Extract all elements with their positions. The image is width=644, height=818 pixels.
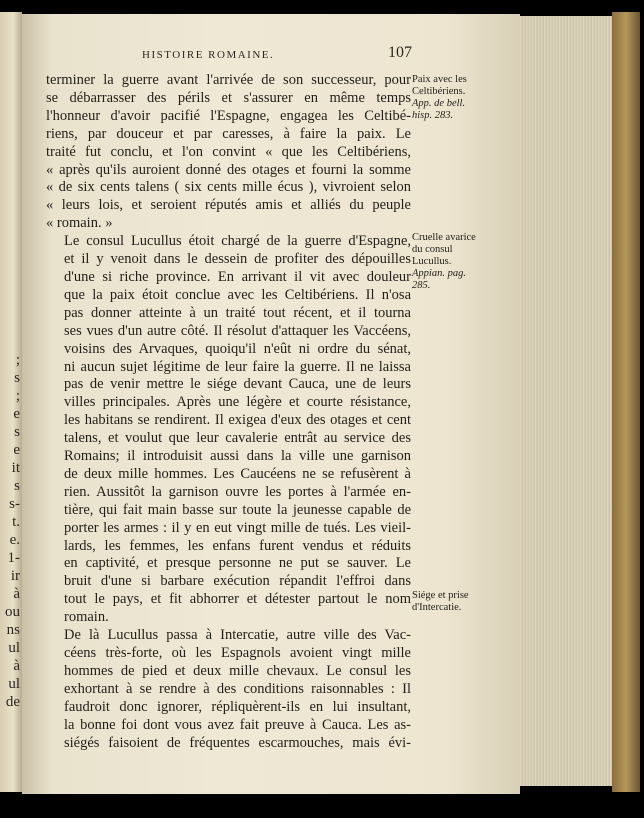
left-page-fragment: ul [8, 640, 20, 656]
text-line: Romains; il introduisit aussi dans la ville une garnison [64, 448, 411, 465]
text-line: l'honneur d'avoir pacifié l'Espagne, engagea les Celtibé- [46, 107, 411, 124]
paragraph-3 [46, 627, 411, 752]
text-line: pas de venir mettre le siége devant Cauca, une de leurs [64, 376, 411, 393]
text-line: « leurs lois, et seroient réputés amis et alliés du peuple [46, 197, 411, 214]
left-page-fragment: s [14, 370, 20, 386]
margin-note-text: Cruelle avarice du consul Lucullus. [412, 232, 476, 267]
left-page-fragment: 1- [7, 550, 20, 566]
margin-note-text: Paix avec les Celtibériens. [412, 74, 467, 97]
text-line: exhortant à se rendre à des conditions raisonnables : Il [64, 680, 411, 697]
left-page-fragment: e [13, 406, 20, 422]
text-line: rien. Aussitôt la garnison ouvre les portes à l'armée en- [64, 483, 411, 500]
book-page [22, 14, 520, 794]
left-page-fragment: ; [15, 388, 20, 404]
text-line: porter les armes : il y en eut vingt mille de tués. Les vieil- [64, 519, 411, 536]
left-page-fragment: s [14, 478, 20, 494]
book-cover-edge [612, 12, 640, 792]
paragraph-1 [46, 72, 411, 233]
text-line: ni aucun sujet légitime de leur faire la guerre. Il ne laissa [64, 358, 411, 375]
text-line: en captivité, et presque personne ne put se sauver. Le [64, 555, 411, 572]
text-line: terminer la guerre avant l'arrivée de son successeur, pour [46, 72, 411, 88]
text-line: ses vues d'un autre côté. Il résolut d'attaquer les Vaccéens, [64, 322, 411, 339]
margin-note-1 [412, 74, 484, 122]
text-line: se débarrasser des périls et s'assurer en même temps [46, 89, 411, 106]
left-page-fragment: s- [9, 496, 20, 512]
text-line: bruit d'une si barbare exécution répandit l'effroi dans [64, 573, 411, 590]
left-page-edge [0, 12, 22, 792]
text-line: « de six cents talens ( six cents mille écus ), vivroient selon [46, 179, 411, 196]
text-line: tout le pays, et fit abhorrer et détester partout le nom [64, 591, 411, 608]
paragraph-2 [46, 233, 411, 627]
text-line: tière, qui fait main basse sur toute la jeunesse capable de [64, 501, 411, 518]
running-title: HISTOIRE ROMAINE. [142, 49, 275, 61]
text-line: « romain. » [46, 215, 113, 232]
text-line: Le consul Lucullus étoit chargé de la guerre d'Espagne, [64, 233, 411, 250]
left-page-fragment: it [11, 460, 20, 476]
left-page-fragment: à [13, 586, 20, 602]
text-line: De là Lucullus passa à Intercatie, autre ville des Vac- [64, 627, 411, 644]
left-page-fragment: s [14, 424, 20, 440]
left-page-fragment: ir [10, 568, 20, 584]
text-line: la bonne foi dont vous avez fait preuve à Cauca. Les as- [64, 716, 411, 733]
margin-note-3 [412, 590, 484, 614]
left-page-fragment: ou [5, 604, 20, 620]
text-line: d'une si riche province. En arrivant il vit avec douleur [64, 268, 411, 285]
left-page-fragment: de [5, 694, 20, 710]
left-page-fragment: à [13, 658, 20, 674]
text-line: siégés faisoient de fréquentes escarmouches, mais évi- [64, 734, 411, 751]
text-line: lards, les femmes, les enfans furent vendus et réduits [64, 537, 411, 554]
left-page-fragment: ns [6, 622, 20, 638]
margin-note-text: Siége et prise d'Intercatie. [412, 590, 469, 613]
page-number: 107 [388, 44, 412, 61]
text-line: voisins des Arvaques, quoiqu'il n'eût ni ordre du sénat, [64, 340, 411, 357]
margin-note-2 [412, 232, 484, 292]
text-line: riens, par douceur et par caresses, à faire la paix. Le [46, 125, 411, 142]
body-text [46, 72, 411, 752]
text-line: traité fut conclu, et l'on convint « que les Celtibériens, [46, 143, 411, 160]
text-line: les habitans se rendirent. Il exigea d'eux des otages et cent [64, 412, 411, 429]
left-page-fragment: ; [15, 352, 20, 368]
left-page-fragment: e. [9, 532, 20, 548]
text-line: hommes de pied et deux mille chevaux. Le consul les [64, 662, 411, 679]
left-page-fragment: e [13, 442, 20, 458]
left-page-fragment: t. [12, 514, 20, 530]
text-line: faudroit donc ignorer, répliquèrent-ils en lui insultant, [64, 698, 411, 715]
page-edges [508, 16, 617, 786]
text-line: que la paix étoit conclue avec les Celtibériens. Il n'osa [64, 286, 411, 303]
margin-note-ref: Appian. pag. 285. [412, 268, 466, 291]
text-line: pas donner atteinte à un traité tout récent, et il tourna [64, 304, 411, 321]
text-line: talens, et voulut que leur cavalerie entrât au service des [64, 430, 411, 447]
text-line: de deux mille hommes. Les Caucéens ne se refusèrent à [64, 465, 411, 482]
text-line: et il y venoit dans le dessein de profiter des dépouilles [64, 251, 411, 268]
text-line: romain. [64, 609, 109, 626]
text-line: « après qu'ils auroient donné des otages et fourni la somme [46, 161, 411, 178]
text-line: céens très-forte, où les Espagnols avoient vingt mille [64, 645, 411, 661]
left-page-fragment: ul [8, 676, 20, 692]
margin-note-ref: App. de bell. hisp. 283. [412, 98, 466, 121]
text-line: villes principales. Après une légère et courte résistance, [64, 394, 411, 411]
